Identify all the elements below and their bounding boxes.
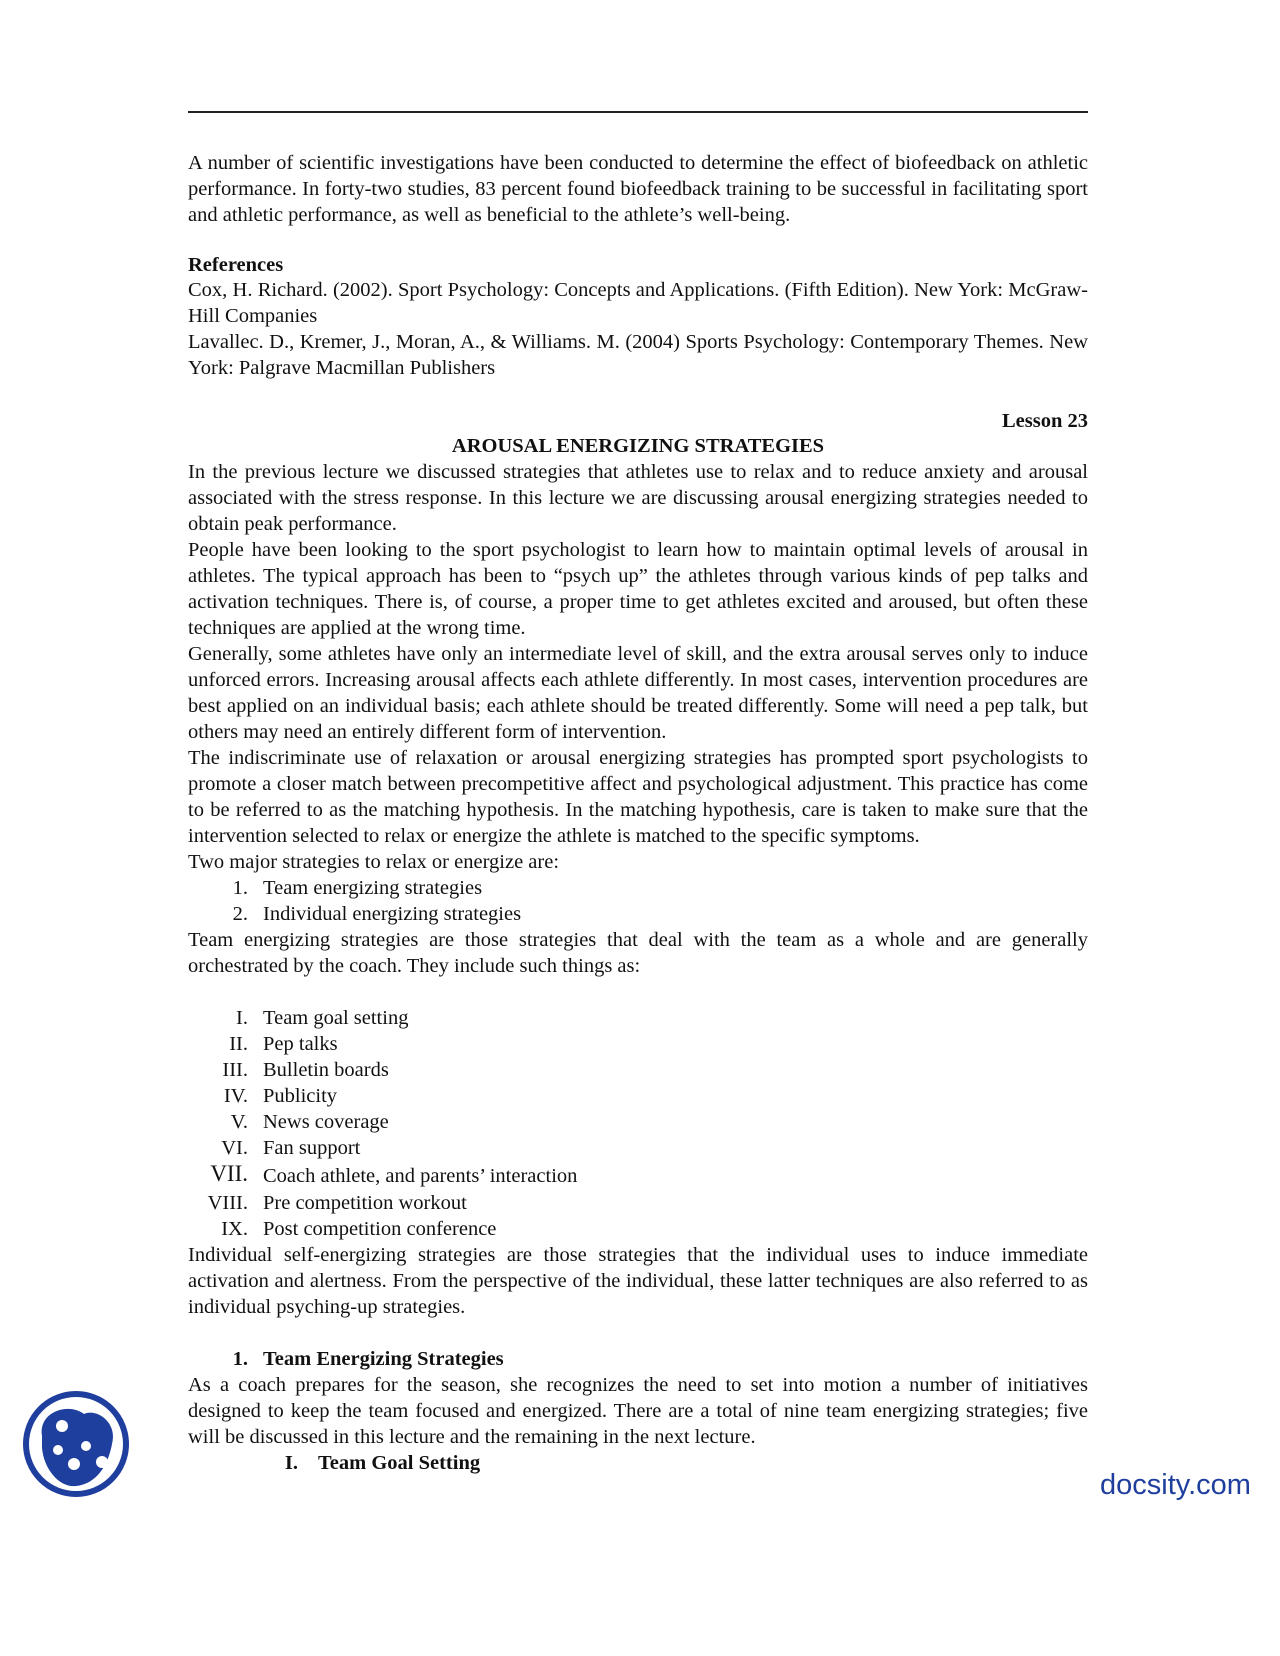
list-text: Pep talks xyxy=(263,1033,338,1055)
list-item xyxy=(188,1216,1088,1242)
list-text: Pre competition workout xyxy=(263,1192,467,1214)
list-item xyxy=(188,1190,1088,1216)
list-number: V. xyxy=(230,1111,248,1133)
list-item xyxy=(188,875,1088,901)
header-rule xyxy=(188,111,1088,113)
lesson-body xyxy=(188,459,1088,1476)
section-number: 1. xyxy=(232,1348,248,1370)
list-item xyxy=(188,1109,1088,1135)
brand-name[interactable]: docsity.com xyxy=(1100,1469,1251,1501)
list-number: I. xyxy=(236,1007,248,1029)
list-number: VII. xyxy=(210,1161,248,1186)
list-text: Post competition conference xyxy=(263,1218,497,1240)
section-title: Team Energizing Strategies xyxy=(263,1348,504,1370)
subsection-number: I. xyxy=(284,1452,298,1474)
section-paragraph: As a coach prepares for the season, she recognizes the need to set into motion a number of initiatives designed to keep the team focused and energized. There are a total of nine team energizing strategies; five will be discussed in this lecture and the remaining in the next lecture. xyxy=(188,1374,1088,1448)
list-number: 1. xyxy=(232,877,248,899)
lesson-paragraph: Two major strategies to relax or energize are: xyxy=(188,851,560,873)
lesson-paragraph: In the previous lecture we discussed strategies that athletes use to relax and to reduce anxiety and arousal associated with the stress response. In this lecture we are discussing arousal energizing strategies needed to obtain peak performance. xyxy=(188,461,1088,535)
list-number: II. xyxy=(229,1033,248,1055)
list-item xyxy=(188,1161,1088,1190)
lesson-paragraph: Generally, some athletes have only an intermediate level of skill, and the extra arousal serves only to induce unforced errors. Increasing arousal affects each athlete differently. In most cases, intervention procedures are best applied on an individual basis; each athlete should be treated differently. Some will need a pep talk, but others may need an entirely different form of intervention. xyxy=(188,643,1088,743)
references-heading: References xyxy=(188,254,284,276)
individual-paragraph: Individual self-energizing strategies are those strategies that the individual uses to induce immediate activation and alertness. From the perspective of the individual, these latter techniques are also referred to as individual psyching-up strategies. xyxy=(188,1244,1088,1318)
reference-item: Cox, H. Richard. (2002). Sport Psychology: Concepts and Applications. (Fifth Edition). New York: McGraw-Hill Companies xyxy=(188,279,1088,327)
subsection-heading xyxy=(188,1450,1088,1476)
list-item xyxy=(188,1135,1088,1161)
reference-item: Lavallec. D., Kremer, J., Moran, A., & Williams. M. (2004) Sports Psychology: Contemporary Themes. New York: Palgrave Macmillan Publishers xyxy=(188,331,1088,379)
major-strategies-list xyxy=(188,875,1088,927)
spacer xyxy=(188,1320,1088,1346)
list-number: IX. xyxy=(221,1218,248,1240)
spacer xyxy=(188,979,1088,1005)
list-text: Publicity xyxy=(263,1085,338,1107)
list-text: Individual energizing strategies xyxy=(263,903,522,925)
list-item xyxy=(188,1057,1088,1083)
lesson-label: Lesson 23 xyxy=(1001,410,1088,432)
section-heading xyxy=(188,1346,1088,1372)
list-item xyxy=(188,901,1088,927)
lesson-title: AROUSAL ENERGIZING STRATEGIES xyxy=(451,435,825,457)
list-text: Fan support xyxy=(263,1137,361,1159)
list-item xyxy=(188,1083,1088,1109)
lesson-paragraph: The indiscriminate use of relaxation or arousal energizing strategies has prompted sport psychologists to promote a closer match between precompetitive affect and psychological adjustment. This practice has come to be referred to as the matching hypothesis. In the matching hypothesis, care is taken to make sure that the intervention selected to relax or energize the athlete is matched to the specific symptoms. xyxy=(188,747,1088,847)
docsity-logo-icon xyxy=(20,1388,132,1500)
list-number: VI. xyxy=(221,1137,248,1159)
subsection-title: Team Goal Setting xyxy=(318,1452,481,1474)
team-items-list xyxy=(188,1005,1088,1242)
list-text: Team energizing strategies xyxy=(263,877,483,899)
list-text: Coach athlete, and parents’ interaction xyxy=(263,1165,578,1187)
list-text: Team goal setting xyxy=(263,1007,409,1029)
intro-paragraph: A number of scientific investigations have been conducted to determine the effect of biofeedback on athletic performance. In forty-two studies, 83 percent found biofeedback training to be successful in facilitating sport and athletic performance, as well as beneficial to the athlete’s well-being. xyxy=(188,152,1088,226)
list-text: Bulletin boards xyxy=(263,1059,389,1081)
list-item xyxy=(188,1031,1088,1057)
list-number: VIII. xyxy=(207,1192,248,1214)
list-item xyxy=(188,1005,1088,1031)
list-text: News coverage xyxy=(263,1111,389,1133)
team-paragraph: Team energizing strategies are those strategies that deal with the team as a whole and are generally orchestrated by the coach. They include such things as: xyxy=(188,929,1088,977)
lesson-paragraph: People have been looking to the sport psychologist to learn how to maintain optimal levels of arousal in athletes. The typical approach has been to “psych up” the athletes through various kinds of pep talks and activation techniques. There is, of course, a proper time to get athletes excited and aroused, but often these techniques are applied at the wrong time. xyxy=(188,539,1088,639)
list-number: IV. xyxy=(223,1085,248,1107)
list-number: III. xyxy=(222,1059,248,1081)
list-number: 2. xyxy=(232,903,248,925)
